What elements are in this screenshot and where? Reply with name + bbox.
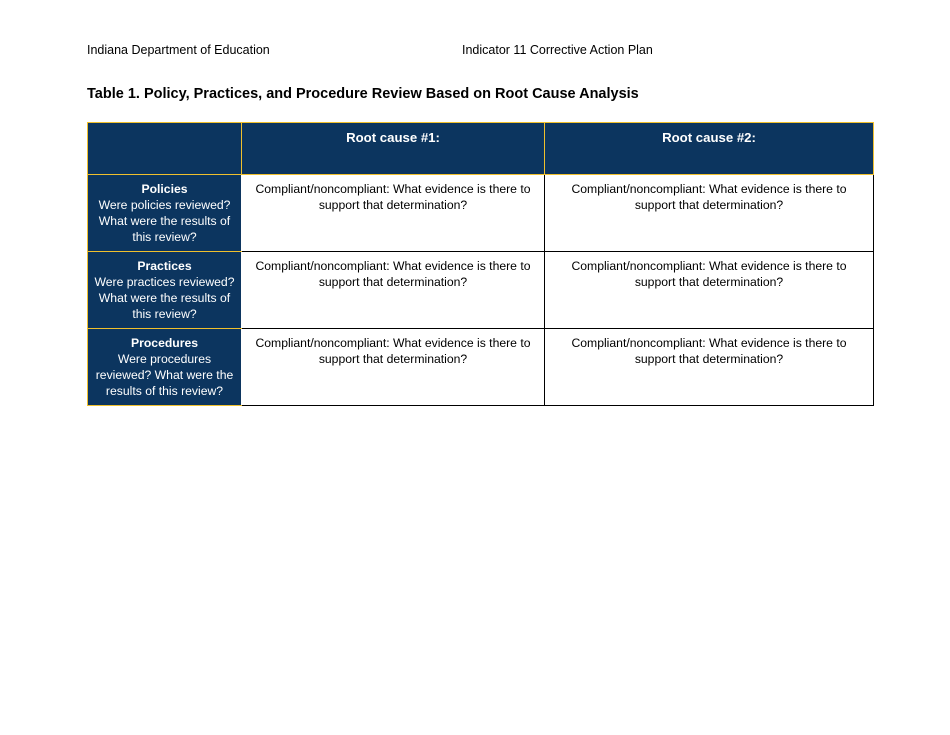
row-header-procedures (88, 329, 242, 406)
root-cause-review-table (87, 122, 874, 406)
table-cell: Compliant/noncompliant: What evidence is there to support that determination? (545, 175, 874, 252)
table-title: Table 1. Policy, Practices, and Procedure Review Based on Root Cause Analysis (87, 86, 639, 102)
row-header-question: Were policies reviewed? What were the results of this review? (98, 198, 231, 244)
table-cell: Compliant/noncompliant: What evidence is there to support that determination? (242, 252, 545, 329)
table-header-row (88, 123, 874, 175)
table-cell: Compliant/noncompliant: What evidence is there to support that determination? (242, 329, 545, 406)
row-header-title: Procedures (130, 336, 199, 350)
table-row-procedures (88, 329, 874, 406)
table-cell: Compliant/noncompliant: What evidence is there to support that determination? (545, 252, 874, 329)
row-header-practices (88, 252, 242, 329)
table-corner-cell (88, 123, 242, 175)
document-header-title: Indicator 11 Corrective Action Plan (462, 43, 653, 57)
row-header-question: Were practices reviewed? What were the results of this review? (94, 275, 235, 321)
column-header-root-cause-2: Root cause #2: (545, 123, 874, 175)
table-row-policies (88, 175, 874, 252)
row-header-title: Practices (137, 259, 192, 273)
row-header-title: Policies (141, 182, 188, 196)
column-header-root-cause-1: Root cause #1: (242, 123, 545, 175)
row-header-question: Were procedures reviewed? What were the results of this review? (95, 352, 234, 398)
row-header-policies (88, 175, 242, 252)
table-cell: Compliant/noncompliant: What evidence is there to support that determination? (242, 175, 545, 252)
table-cell: Compliant/noncompliant: What evidence is there to support that determination? (545, 329, 874, 406)
table-row-practices (88, 252, 874, 329)
document-header-org: Indiana Department of Education (87, 43, 270, 57)
